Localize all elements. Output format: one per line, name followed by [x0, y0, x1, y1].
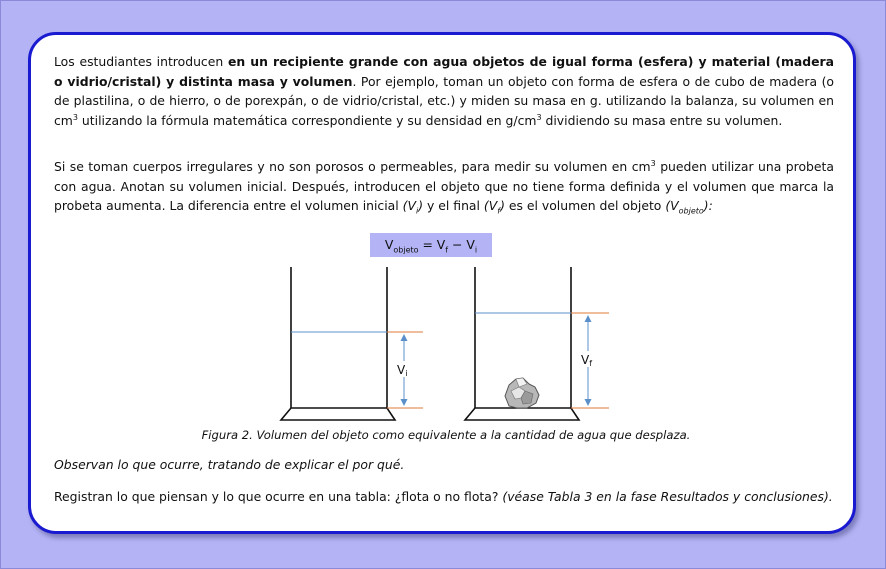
- irregular-object: [505, 378, 539, 408]
- intro-text-1: Los estudiantes introducen: [54, 54, 228, 69]
- left-container: [281, 267, 423, 420]
- table-reference: (véase Tabla 3 en la fase Resultados y conclusiones).: [502, 489, 833, 504]
- superscript: 3: [72, 112, 78, 122]
- figure-caption: Figura 2. Volumen del objeto como equivalente a la cantidad de agua que desplaza.: [201, 428, 691, 442]
- p2-text-3: y el final: [423, 198, 484, 213]
- content-card: [28, 32, 856, 534]
- intro-text-3: utilizando la fórmula matemática correspondiente y su densidad en g/cm: [77, 112, 537, 128]
- p2-text-2: pueden utilizar una probeta con agua. Anotan su volumen inicial. Después, introducen el objeto que no tiene forma definida y el volumen que marca la probeta aumenta. La diferencia entre el volumen inicial: [54, 159, 834, 213]
- right-container: [465, 267, 609, 420]
- vf-label: Vf: [581, 353, 593, 368]
- vi-label: Vi: [397, 363, 408, 378]
- intro-text-4: dividiendo su masa entre su volumen.: [541, 112, 783, 128]
- paragraph-observe: Observan lo que ocurre, tratando de explicar el por qué.: [54, 457, 405, 472]
- intro-text-2: . Por ejemplo, toman un objeto con forma de esfera o de cubo de madera (o de plastilina, o de hierro, o de porexpán, o de vidrio/cristal, etc.) y miden su masa en g. utilizando la balanza, su volumen en cm: [54, 73, 834, 128]
- intro-text-bold: en un recipiente grande con agua objetos de igual forma (esfera) y material (madera o vidrio/cristal) y distinta masa y volumen: [54, 54, 834, 89]
- vf-symbol: $(V_f)$: [483, 198, 505, 216]
- p2-text-1: Si se toman cuerpos irregulares y no son porosos o permeables, para medir su volumen en cm: [54, 159, 651, 174]
- volume-figure: [271, 263, 621, 431]
- paragraph-register: [54, 487, 834, 507]
- vobjeto-symbol: $(V_{objeto})$:: [665, 198, 713, 216]
- paragraph-irregular-bodies: [54, 157, 834, 216]
- paragraph-intro: [54, 52, 834, 130]
- formula-box: $V_{objeto} = V_f - V_i$: [370, 233, 492, 257]
- superscript: 3: [650, 158, 656, 168]
- vi-symbol: $(V_i)$: [402, 198, 424, 216]
- register-text: Registran lo que piensan y lo que ocurre en una tabla: ¿flota o no flota?: [54, 489, 503, 504]
- superscript: 3: [536, 112, 542, 122]
- p2-text-4: es el volumen del objeto: [504, 198, 666, 213]
